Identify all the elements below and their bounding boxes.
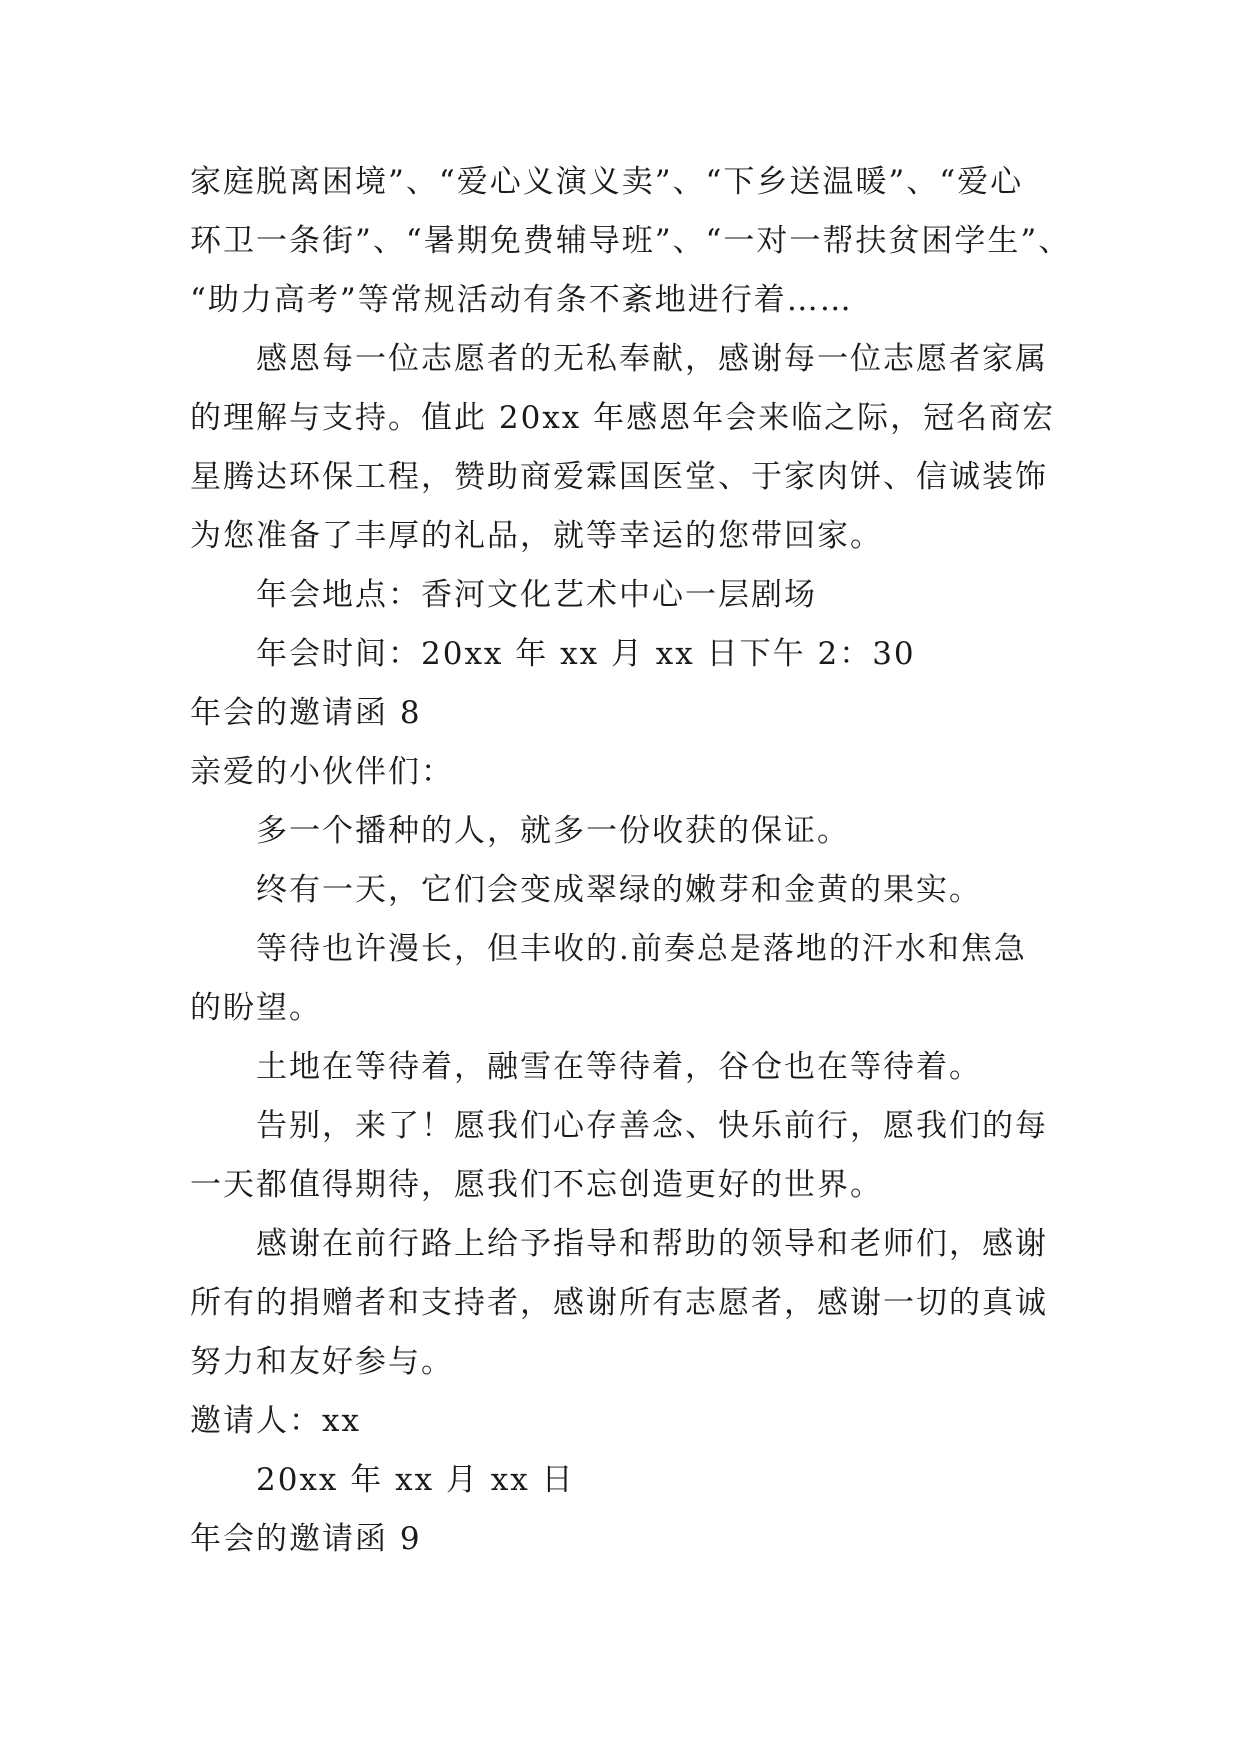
salutation: 亲爱的小伙伴们：	[190, 754, 454, 790]
venue-line: 年会地点：香河文化艺术中心一层剧场	[256, 577, 817, 613]
paragraph-line: “助力高考”等常规活动有条不紊地进行着……	[190, 282, 853, 318]
paragraph-line: 感恩每一位志愿者的无私奉献，感谢每一位志愿者家属	[256, 341, 1048, 377]
paragraph-line: 的理解与支持。值此 20xx 年感恩年会来临之际，冠名商宏	[190, 400, 1056, 436]
paragraph-line: 感谢在前行路上给予指导和帮助的领导和老师们，感谢	[256, 1226, 1048, 1262]
paragraph-line: 所有的捐赠者和支持者，感谢所有志愿者，感谢一切的真诚	[190, 1285, 1048, 1321]
section-heading: 年会的邀请函 9	[190, 1521, 422, 1557]
paragraph-line: 告别，来了！愿我们心存善念、快乐前行，愿我们的每	[256, 1108, 1048, 1144]
paragraph-line: 的盼望。	[190, 990, 322, 1026]
date-line: 20xx 年 xx 月 xx 日	[256, 1462, 575, 1498]
paragraph-line: 努力和友好参与。	[190, 1344, 454, 1380]
paragraph-line: 一天都值得期待，愿我们不忘创造更好的世界。	[190, 1167, 883, 1203]
paragraph-line: 多一个播种的人，就多一份收获的保证。	[256, 813, 850, 849]
time-line: 年会时间：20xx 年 xx 月 xx 日下午 2：30	[256, 636, 916, 672]
inviter-line: 邀请人：xx	[190, 1403, 361, 1439]
paragraph-line: 家庭脱离困境”、“爱心义演义卖”、“下乡送温暖”、“爱心	[190, 164, 1024, 200]
paragraph-line: 终有一天，它们会变成翠绿的嫩芽和金黄的果实。	[256, 872, 982, 908]
paragraph-line: 为您准备了丰厚的礼品，就等幸运的您带回家。	[190, 518, 883, 554]
paragraph-line: 等待也许漫长，但丰收的.前奏总是落地的汗水和焦急	[256, 931, 1027, 967]
paragraph-line: 土地在等待着，融雪在等待着，谷仓也在等待着。	[256, 1049, 982, 1085]
paragraph-line: 环卫一条街”、“暑期免费辅导班”、“一对一帮扶贫困学生”、	[190, 223, 1072, 259]
paragraph-line: 星腾达环保工程，赞助商爱霖国医堂、于家肉饼、信诚装饰	[190, 459, 1048, 495]
section-heading: 年会的邀请函 8	[190, 695, 422, 731]
